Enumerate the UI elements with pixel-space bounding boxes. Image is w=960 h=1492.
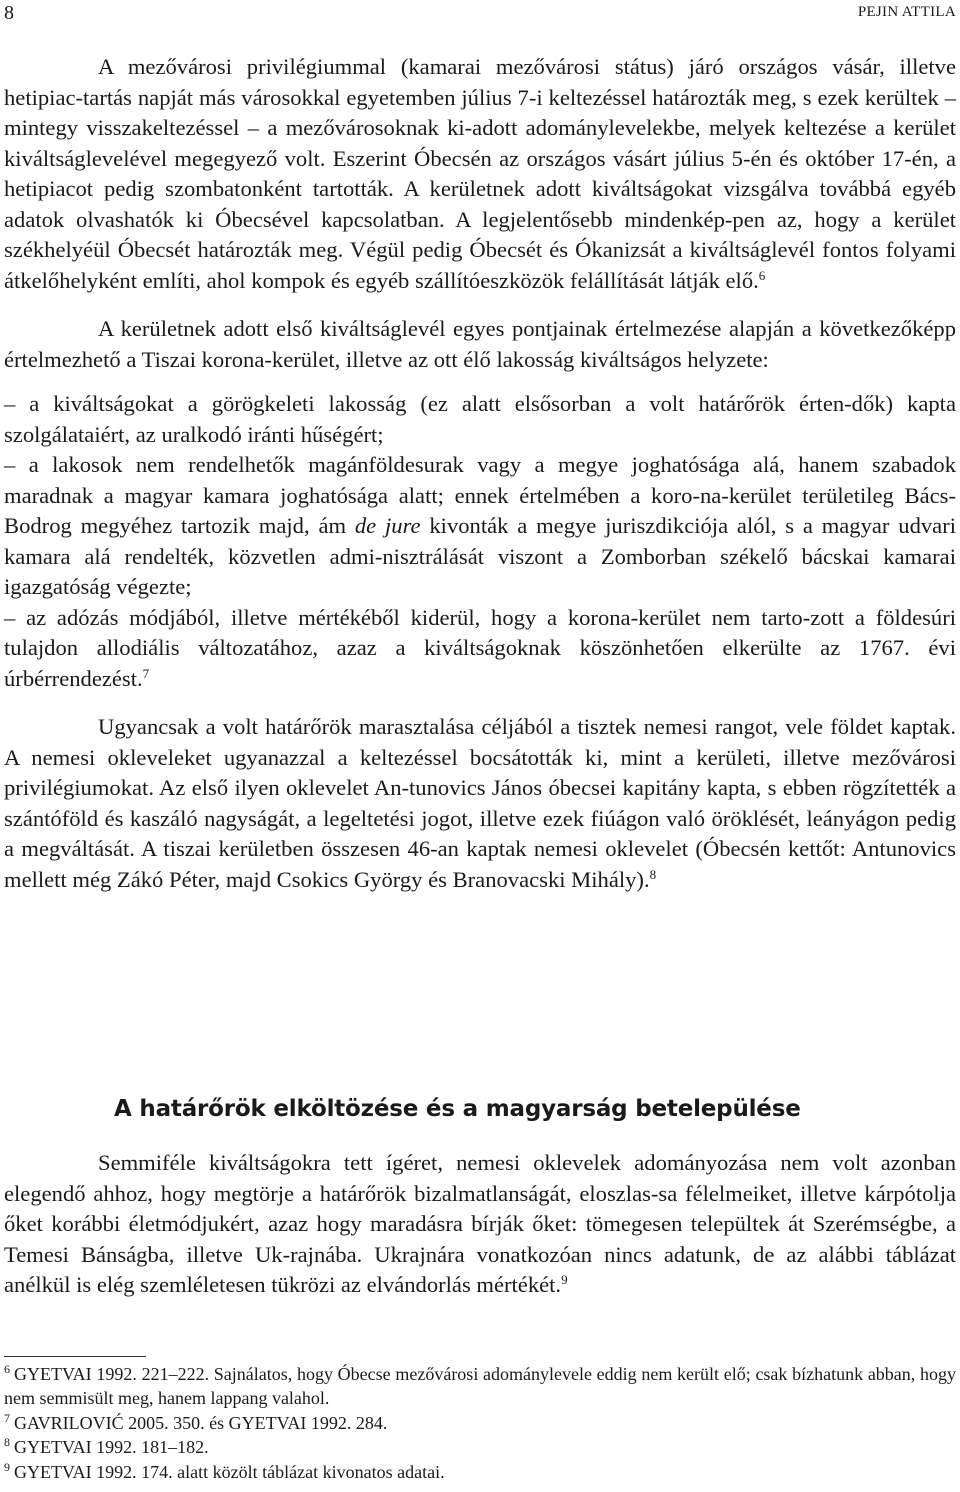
footnote-ref-8[interactable]: 8 [649,866,657,882]
page-number: 8 [4,2,14,24]
running-head: PEJIN ATTILA [857,4,956,20]
dash-bullet: – [4,452,16,477]
footnote-text: 1992. 284. [306,1412,388,1433]
dash-bullet: – [4,604,16,630]
paragraph-3 [4,712,956,895]
paragraph-1 [4,52,956,296]
dash-bullet: – [4,391,16,416]
footnote-author: GYETVAI [14,1437,92,1458]
footnote-text: 1992. 181–182. [91,1437,209,1458]
footnotes [4,1362,956,1484]
footnote-number: 8 [4,1435,10,1450]
list-item-text: a lakosok nem rendelhetők magánföldesurak vagy a megye joghatósága alá, hanem szabadok maradnak a magyar kamara joghatósága alatt; ennek értelmében a koro-na-kerület területileg Bács-Bodrog megyéhez tartozik majd, ám [4,452,957,538]
footnote-separator [4,1356,146,1357]
list-item [4,603,956,695]
footnote-author: GYETVAI [228,1412,307,1433]
footnote-number: 6 [4,1362,10,1376]
body-text [4,52,956,895]
footnote-number: 7 [4,1410,10,1425]
list-item-text: az adózás módjából, illetve mértékéből kiderül, hogy a korona-kerület nem tarto-zott a földesúri tulajdon allodiális változatához, azaz a kiváltságoknak köszönhetően elkerülte az 1767. évi úrbérrendezést. [4,604,957,691]
footnote-number: 9 [4,1459,10,1474]
footnote-6 [4,1362,956,1411]
list-item [4,389,956,450]
section-heading: A határőrök elköltözése és a magyarság betelepülése [114,1096,801,1122]
footnote-ref-9[interactable]: 9 [561,1272,568,1287]
footnote-author: GYETVAI [14,1461,92,1482]
footnote-7 [4,1411,956,1435]
footnote-8 [4,1435,956,1459]
list-item-text: a kiváltságokat a görögkeleti lakosság (ez alatt elsősorban a volt határőrök érten-dők) kapta szolgálataiért, az uralkodó iránti hűségért; [4,391,956,447]
footnote-author: GAVRILOVIĆ [14,1412,124,1433]
footnote-text: 2005. 350. és [123,1412,229,1433]
footnote-text: 1992. 174. alatt közölt táblázat kivonatos adatai. [91,1461,445,1482]
list-item-text: kivonták a megye juriszdikciója alól, s a magyar udvari kamara alá rendelték, közvetlen admi-nisztrálását viszont a Zomborban székelő bácskai kamarai igazgatóság végezte; [4,513,956,599]
paragraph-2: A kerületnek adott első kiváltságlevél egyes pontjainak értelmezése alapján a következőképp értelmezhető a Tiszai korona-kerület, illetve az ott élő lakosság kiváltságos helyzete: [4,316,956,372]
footnote-ref-6[interactable]: 6 [758,267,766,283]
footnote-9 [4,1460,956,1484]
paragraph-3-text: Ugyancsak a volt határőrök marasztalása céljából a tisztek nemesi rangot, vele földet kaptak. A nemesi okleveleket ugyanazzal a keltezéssel bocsátották ki, mint a kerületi, illetve mezővárosi privilégiumokat. Az első ilyen oklevelet An-tunovics János óbecsei kapitány kapta, s ebben rögzítették a szántóföld és kaszáló nagyságát, a legeltetési jogot, illetve ezek fiúágon való öröklését, leányágon pedig a megváltását. A tiszai kerületben összesen 46-an kaptak nemesi oklevelet (Óbecsén kettőt: Antunovics mellett még Zákó Péter, majd Csokics György és Branovacski Mihály). [4,714,956,892]
paragraph-4-text: Semmiféle kiváltságokra tett ígéret, nemesi oklevelek adományozása nem volt azonban elegendő ahhoz, hogy megtörje a határőrök bizalmatlanságát, eloszlas-sa félelmeiket, illetve kárpótolja őket korábbi életmódjukért, azaz hogy maradásra bírják őket: tömegesen települtek át Szerémségbe, a Temesi Bánságba, illetve Uk-rajnába. Ukrajnára vonatkozóan nincs adatunk, de az alábbi táblázat anélkül is elég szemléletesen tükrözi az elvándorlás mértékét. [4,1150,956,1297]
latin-term: de jure [354,513,421,538]
section-body [4,1148,956,1301]
paragraph-1-text: A mezővárosi privilégiummal (kamarai mezővárosi státus) járó országos vásár, illetve hetipiac-tartás napját más városokkal egyetemben július 7-i keltezéssel határozták meg, s ezek kerültek – mintegy visszakeltezéssel – a mezővárosoknak ki-adott adománylevelekbe, melyek keltezése a kerület kiváltságlevelével megegyező volt. Eszerint Óbecsén az országos vásárt július 5-én és október 17-én, a hetipiacot pedig szombatonként tartották. A kerületnek adott kiváltságokat vizsgálva továbbá egyéb adatok olvashatók ki Óbecsével kapcsolatban. A legjelentősebb mindenkép-pen az, hogy a kerület székhelyéül Óbecsét határozták meg. Végül pedig Óbecsét és Ókanizsát a kiváltságlevél fontos folyami átkelőhelyként említi, ahol kompok és egyéb szállítóeszközök felállítását látják elő. [4,54,956,293]
list-item [4,450,956,603]
paragraph-4 [4,1148,956,1301]
privilege-list [4,389,956,694]
footnote-author: GYETVAI [14,1364,92,1384]
footnote-ref-7[interactable]: 7 [142,665,150,681]
page-header [4,2,956,28]
footnote-text: 1992. 221–222. Sajnálatos, hogy Óbecse mezővárosi adománylevele eddig nem került elő; csak bízhatunk abban, hogy nem semmisült meg, hanem lappang valahol. [4,1364,956,1409]
